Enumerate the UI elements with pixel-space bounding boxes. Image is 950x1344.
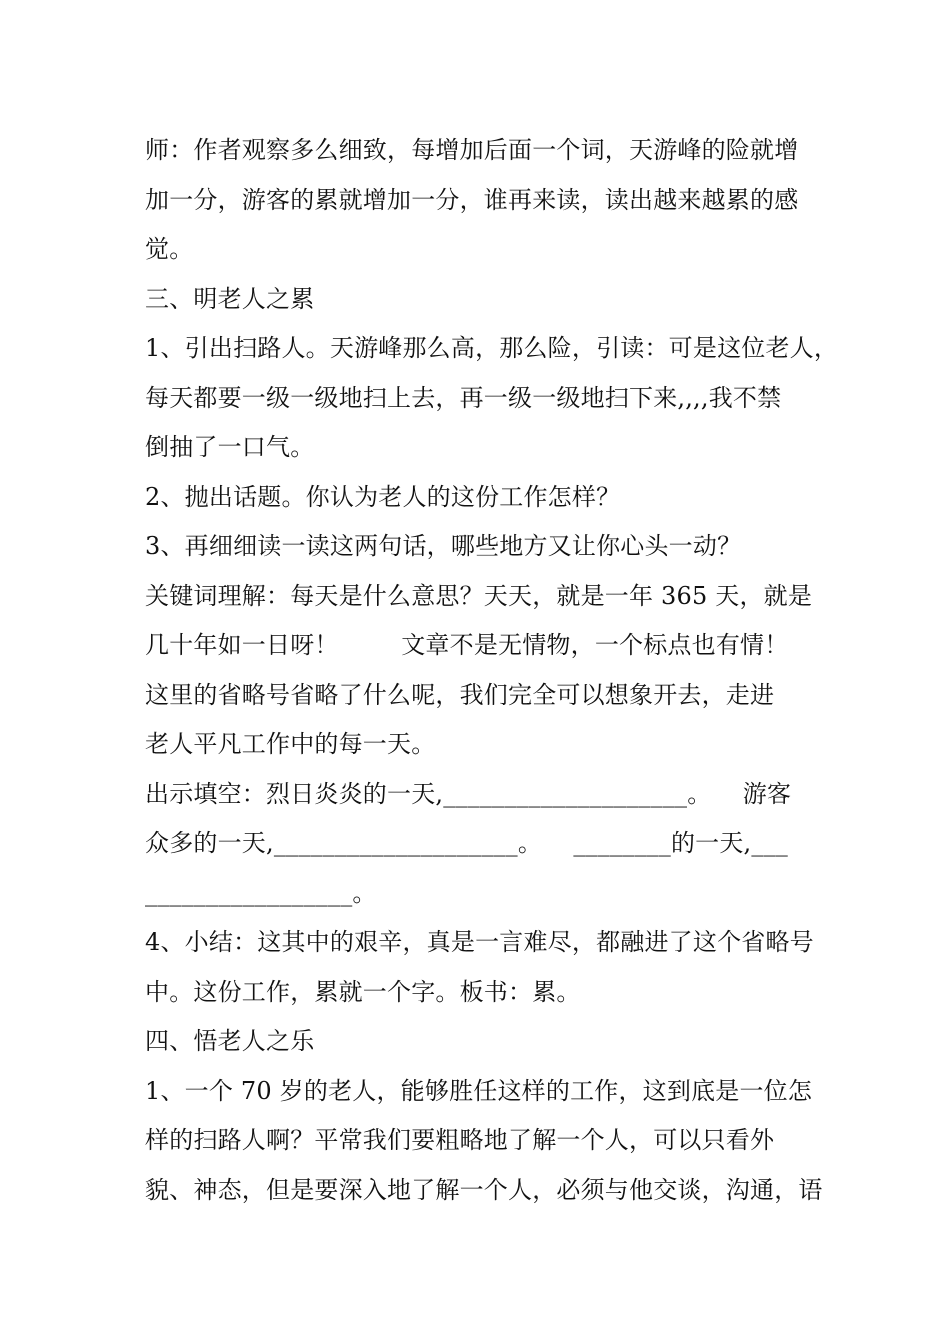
- text-line: 1、引出扫路人。天游峰那么高，那么险，引读：可是这位老人，: [145, 334, 839, 362]
- text-line: 1、一个 70 岁的老人，能够胜任这样的工作，这到底是一位怎: [145, 1076, 813, 1105]
- text-line: 老人平凡工作中的每一天。: [145, 730, 436, 758]
- text-line: 师：作者观察多么细致，每增加后面一个词，天游峰的险就增: [145, 136, 799, 164]
- text-line: 这里的省略号省略了什么呢，我们完全可以想象开去，走进: [145, 680, 775, 709]
- fill-in-blank-line: 众多的一天,____________________。 ________的一天,___: [145, 829, 788, 857]
- section-heading: 四、悟老人之乐: [145, 1027, 315, 1055]
- text-line: 3、再细细读一读这两句话，哪些地方又让你心头一动？: [145, 532, 742, 560]
- section-heading: 三、明老人之累: [145, 284, 315, 313]
- fill-in-blank-line: _________________。: [145, 878, 377, 907]
- text-line: 样的扫路人啊？平常我们要粗略地了解一个人，可以只看外: [145, 1126, 775, 1154]
- document-body: [145, 126, 839, 1215]
- text-line: 4、小结：这其中的艰辛，真是一言难尽，都融进了这个省略号: [145, 928, 814, 956]
- text-line: 倒抽了一口气。: [145, 433, 315, 461]
- text-line: 加一分，游客的累就增加一分，谁再来读，读出越来越累的感: [145, 185, 799, 214]
- text-line: 觉。: [145, 235, 194, 263]
- text-line: 关键词理解：每天是什么意思？天天，就是一年 365 天，就是: [145, 581, 813, 610]
- fill-in-blank-line: 出示填空：烈日炎炎的一天,____________________。 游客: [145, 779, 792, 808]
- text-line: 几十年如一日呀！ 文章不是无情物，一个标点也有情！: [145, 631, 789, 659]
- text-line: 中。这份工作，累就一个字。板书：累。: [145, 977, 581, 1006]
- text-line: 每天都要一级一级地扫上去，再一级一级地扫下来,,,,我不禁: [145, 383, 782, 412]
- text-line: 2、抛出话题。你认为老人的这份工作怎样？: [145, 482, 621, 511]
- text-line: 貌、神态，但是要深入地了解一个人，必须与他交谈，沟通，语: [145, 1175, 823, 1204]
